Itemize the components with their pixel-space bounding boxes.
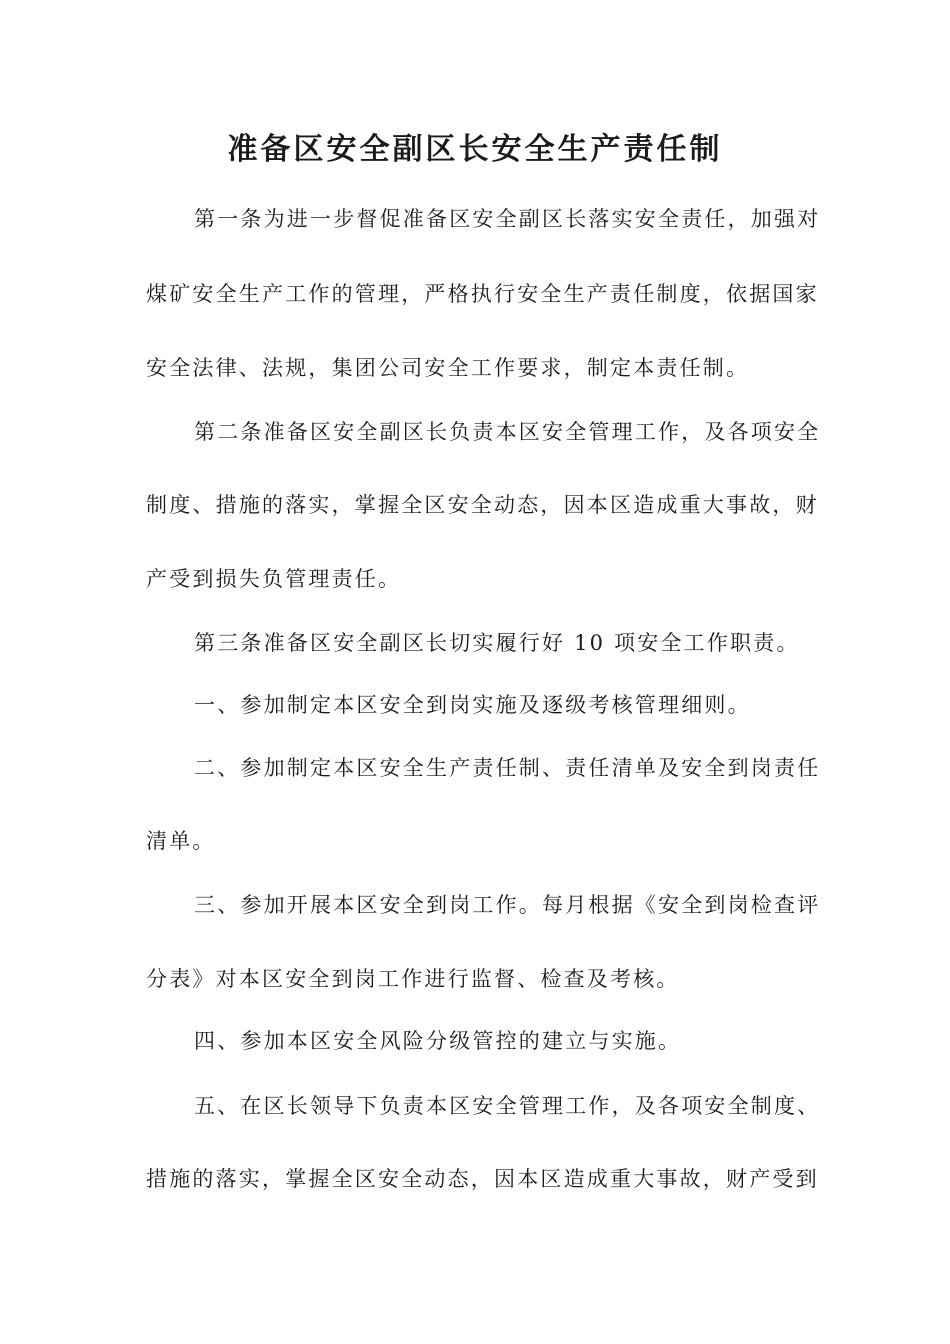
paragraph-line: 三、参加开展本区安全到岗工作。每月根据《安全到岗检查评 bbox=[194, 893, 821, 917]
paragraph-line: 清单。 bbox=[146, 829, 216, 853]
paragraph-line: 第二条准备区安全副区长负责本区安全管理工作，及各项安全 bbox=[194, 420, 821, 444]
document-title: 准备区安全副区长安全生产责任制 bbox=[227, 132, 723, 167]
paragraph-line: 安全法律、法规，集团公司安全工作要求，制定本责任制。 bbox=[146, 356, 750, 380]
paragraph-line: 五、在区长领导下负责本区安全管理工作，及各项安全制度、 bbox=[194, 1094, 821, 1118]
paragraph-line: 第三条准备区安全副区长切实履行好 10 项安全工作职责。 bbox=[194, 631, 800, 655]
paragraph-line: 二、参加制定本区安全生产责任制、责任清单及安全到岗责任 bbox=[194, 756, 821, 780]
paragraph-line: 第一条为进一步督促准备区安全副区长落实安全责任，加强对 bbox=[194, 207, 821, 231]
paragraph-line: 措施的落实，掌握全区安全动态，因本区造成重大事故，财产受到 bbox=[146, 1167, 819, 1191]
paragraph-line: 煤矿安全生产工作的管理，严格执行安全生产责任制度，依据国家 bbox=[146, 282, 819, 306]
paragraph-line: 一、参加制定本区安全到岗实施及逐级考核管理细则。 bbox=[194, 693, 751, 717]
paragraph-line: 四、参加本区安全风险分级管控的建立与实施。 bbox=[194, 1029, 682, 1053]
paragraph-line: 制度、措施的落实，掌握全区安全动态，因本区造成重大事故，财 bbox=[146, 493, 819, 517]
paragraph-line: 分表》对本区安全到岗工作进行监督、检查及考核。 bbox=[146, 967, 680, 991]
paragraph-line: 产受到损失负管理责任。 bbox=[146, 567, 402, 591]
